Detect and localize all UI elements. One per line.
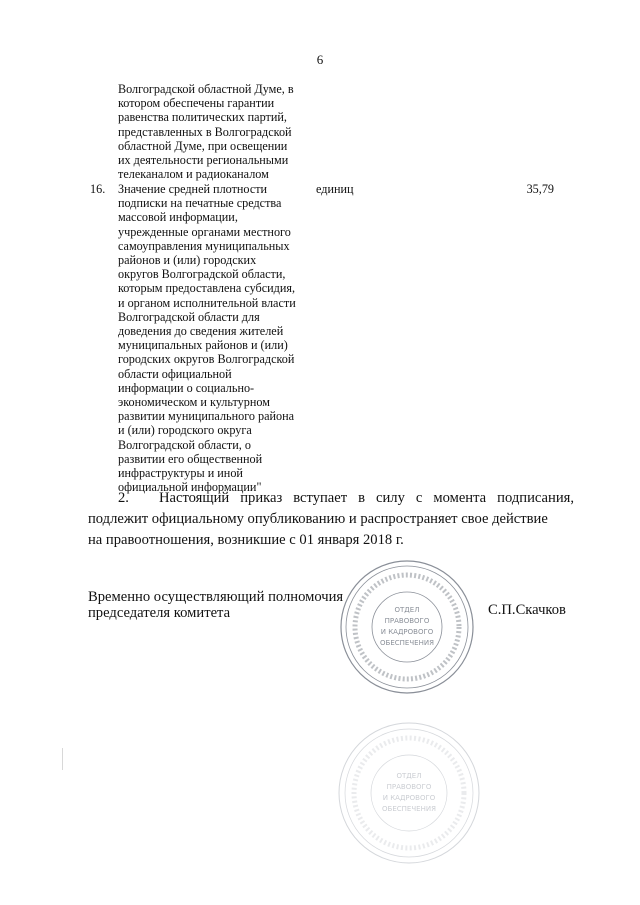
stamp-text-line: ОБЕСПЕЧЕНИЯ <box>380 639 434 647</box>
faded-stamp-imprint <box>334 718 484 868</box>
stamp-text-line: ОБЕСПЕЧЕНИЯ <box>382 805 436 813</box>
text-line: телеканалом и радиоканалом <box>118 167 269 182</box>
text-line: которым предоставлена субсидия, <box>118 281 296 296</box>
text-line: самоуправления муниципальных <box>118 238 290 253</box>
text-line: области официальной <box>118 366 232 381</box>
paragraph-first-line <box>88 488 574 509</box>
paragraph-line-1: Настоящий приказ вступает в силу с момента подписания, <box>158 490 574 506</box>
text-line: котором обеспечены гарантии <box>118 96 275 111</box>
text-line: равенства политических партий, <box>118 110 287 125</box>
text-line: официальной информации" <box>118 480 262 495</box>
signer-title-line-1: Временно осуществляющий полномочия <box>88 589 344 605</box>
continued-cell-text <box>118 82 318 181</box>
row-unit: единиц <box>316 182 354 196</box>
text-line: учрежденные органами местного <box>118 224 291 239</box>
text-line: Волгоградской области для <box>118 309 260 324</box>
row-number: 16. <box>90 182 106 196</box>
text-line: муниципальных районов и (или) <box>118 338 288 353</box>
paragraph-number: 2. <box>118 490 129 506</box>
page-number: 6 <box>316 52 324 67</box>
text-line: развитии его общественной <box>118 451 263 466</box>
text-line: Волгоградской области, о <box>118 437 251 452</box>
row-indicator-text <box>118 182 318 494</box>
signer-name: С.П.Скачков <box>488 602 566 618</box>
text-line: районов и (или) городских <box>118 253 257 268</box>
official-stamp <box>338 558 476 696</box>
stamp-text-line: И КАДРОВОГО <box>380 628 434 636</box>
paragraph-line-2: подлежит официальному опубликованию и распространяет свое действие <box>88 511 548 527</box>
text-line: округов Волгоградской области, <box>118 267 286 282</box>
text-line: городских округов Волгоградской <box>118 352 295 367</box>
text-line: и (или) городского округа <box>118 423 252 438</box>
signer-title-line-2: председателя комитета <box>88 605 231 621</box>
paragraph-2 <box>88 488 574 551</box>
text-line: подписки на печатные средства <box>118 196 282 211</box>
text-line: развитии муниципального района <box>118 409 295 424</box>
text-line: представленных в Волгоградской <box>118 124 292 139</box>
scan-margin-mark <box>62 748 63 770</box>
text-line: и органом исполнительной власти <box>118 295 296 310</box>
stamp-text-line: И КАДРОВОГО <box>382 794 436 802</box>
text-line: областной Думе, при освещении <box>118 138 288 153</box>
stamp-text-line: ОТДЕЛ <box>394 606 420 614</box>
stamp-text-line: ОТДЕЛ <box>396 772 422 780</box>
paragraph-line-3: на правоотношения, возникшие с 01 января 2018 г. <box>88 532 404 548</box>
text-line: доведения до сведения жителей <box>118 324 284 339</box>
stamp-text-line: ПРАВОВОГО <box>386 783 432 791</box>
row-value: 35,79 <box>526 182 554 196</box>
signer-title <box>88 589 343 621</box>
stamp-text-line: ПРАВОВОГО <box>384 617 430 625</box>
text-line: инфраструктуры и иной <box>118 466 243 481</box>
text-line: их деятельности региональными <box>118 153 289 168</box>
text-line: массовой информации, <box>118 210 238 225</box>
text-line: Значение средней плотности <box>118 182 268 196</box>
text-line: информации о социально- <box>118 380 255 395</box>
text-line: экономическом и культурном <box>118 395 270 410</box>
text-line: Волгоградской областной Думе, в <box>118 82 294 96</box>
